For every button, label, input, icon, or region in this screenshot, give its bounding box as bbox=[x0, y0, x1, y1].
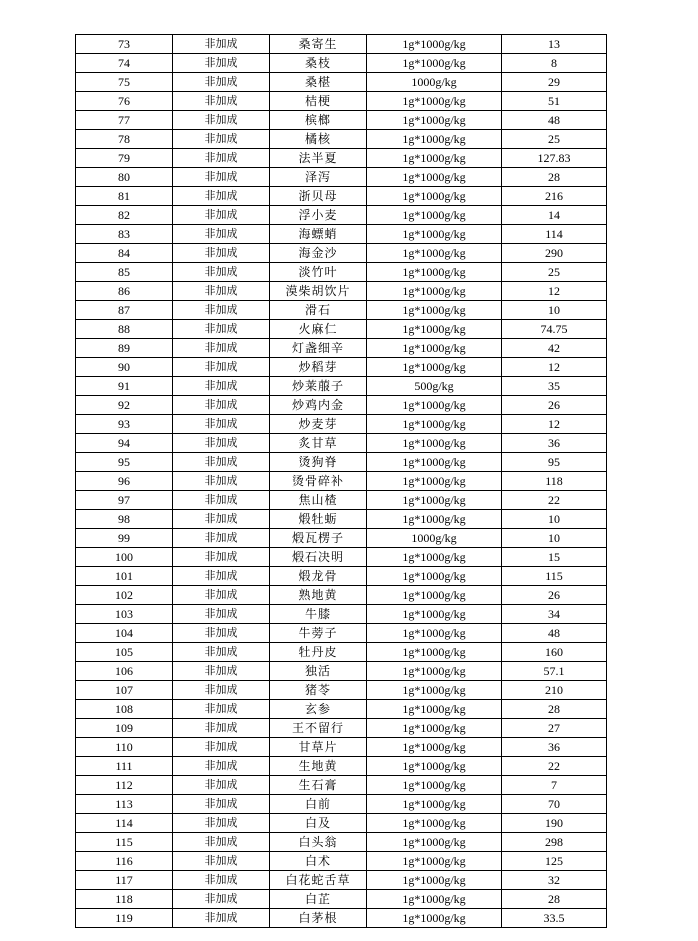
herb-name-cell: 牛蒡子 bbox=[270, 624, 367, 643]
herb-name-cell: 白及 bbox=[270, 814, 367, 833]
herb-name-cell: 桔梗 bbox=[270, 92, 367, 111]
herb-name-cell: 烫狗脊 bbox=[270, 453, 367, 472]
row-number-cell: 75 bbox=[76, 73, 173, 92]
specification-cell: 1g*1000g/kg bbox=[367, 605, 502, 624]
price-cell: 25 bbox=[502, 263, 607, 282]
row-number-cell: 114 bbox=[76, 814, 173, 833]
row-number-cell: 103 bbox=[76, 605, 173, 624]
price-cell: 8 bbox=[502, 54, 607, 73]
price-cell: 26 bbox=[502, 396, 607, 415]
table-row bbox=[76, 795, 607, 814]
row-number-cell: 89 bbox=[76, 339, 173, 358]
row-number-cell: 97 bbox=[76, 491, 173, 510]
herb-name-cell: 生地黄 bbox=[270, 757, 367, 776]
table-row bbox=[76, 890, 607, 909]
table-row bbox=[76, 396, 607, 415]
specification-cell: 1g*1000g/kg bbox=[367, 909, 502, 928]
category-cell: 非加成 bbox=[173, 472, 270, 491]
table-row bbox=[76, 909, 607, 928]
row-number-cell: 119 bbox=[76, 909, 173, 928]
category-cell: 非加成 bbox=[173, 567, 270, 586]
category-cell: 非加成 bbox=[173, 624, 270, 643]
herb-name-cell: 炒莱菔子 bbox=[270, 377, 367, 396]
row-number-cell: 118 bbox=[76, 890, 173, 909]
price-cell: 10 bbox=[502, 529, 607, 548]
price-cell: 33.5 bbox=[502, 909, 607, 928]
row-number-cell: 112 bbox=[76, 776, 173, 795]
price-cell: 95 bbox=[502, 453, 607, 472]
category-cell: 非加成 bbox=[173, 35, 270, 54]
category-cell: 非加成 bbox=[173, 282, 270, 301]
herb-name-cell: 白头翁 bbox=[270, 833, 367, 852]
table-row bbox=[76, 434, 607, 453]
row-number-cell: 91 bbox=[76, 377, 173, 396]
herb-name-cell: 白术 bbox=[270, 852, 367, 871]
category-cell: 非加成 bbox=[173, 434, 270, 453]
herb-name-cell: 独活 bbox=[270, 662, 367, 681]
category-cell: 非加成 bbox=[173, 377, 270, 396]
table-row bbox=[76, 719, 607, 738]
price-cell: 22 bbox=[502, 491, 607, 510]
row-number-cell: 87 bbox=[76, 301, 173, 320]
specification-cell: 1g*1000g/kg bbox=[367, 434, 502, 453]
category-cell: 非加成 bbox=[173, 339, 270, 358]
herb-name-cell: 炒麦芽 bbox=[270, 415, 367, 434]
row-number-cell: 73 bbox=[76, 35, 173, 54]
herb-name-cell: 白芷 bbox=[270, 890, 367, 909]
herb-name-cell: 漠柴胡饮片 bbox=[270, 282, 367, 301]
row-number-cell: 101 bbox=[76, 567, 173, 586]
herb-name-cell: 烫骨碎补 bbox=[270, 472, 367, 491]
specification-cell: 1g*1000g/kg bbox=[367, 643, 502, 662]
price-cell: 216 bbox=[502, 187, 607, 206]
row-number-cell: 100 bbox=[76, 548, 173, 567]
specification-cell: 1000g/kg bbox=[367, 73, 502, 92]
row-number-cell: 76 bbox=[76, 92, 173, 111]
document-page bbox=[75, 34, 606, 928]
row-number-cell: 108 bbox=[76, 700, 173, 719]
price-cell: 48 bbox=[502, 624, 607, 643]
category-cell: 非加成 bbox=[173, 168, 270, 187]
specification-cell: 1g*1000g/kg bbox=[367, 187, 502, 206]
specification-cell: 1g*1000g/kg bbox=[367, 453, 502, 472]
table-row bbox=[76, 529, 607, 548]
category-cell: 非加成 bbox=[173, 92, 270, 111]
price-cell: 74.75 bbox=[502, 320, 607, 339]
row-number-cell: 80 bbox=[76, 168, 173, 187]
herb-name-cell: 灯盏细辛 bbox=[270, 339, 367, 358]
table-row bbox=[76, 852, 607, 871]
category-cell: 非加成 bbox=[173, 529, 270, 548]
price-cell: 32 bbox=[502, 871, 607, 890]
category-cell: 非加成 bbox=[173, 244, 270, 263]
specification-cell: 1g*1000g/kg bbox=[367, 662, 502, 681]
category-cell: 非加成 bbox=[173, 814, 270, 833]
price-cell: 12 bbox=[502, 358, 607, 377]
table-row bbox=[76, 111, 607, 130]
category-cell: 非加成 bbox=[173, 833, 270, 852]
price-cell: 290 bbox=[502, 244, 607, 263]
table-row bbox=[76, 605, 607, 624]
row-number-cell: 79 bbox=[76, 149, 173, 168]
row-number-cell: 115 bbox=[76, 833, 173, 852]
category-cell: 非加成 bbox=[173, 776, 270, 795]
category-cell: 非加成 bbox=[173, 54, 270, 73]
table-row bbox=[76, 282, 607, 301]
row-number-cell: 74 bbox=[76, 54, 173, 73]
category-cell: 非加成 bbox=[173, 396, 270, 415]
herb-name-cell: 白茅根 bbox=[270, 909, 367, 928]
specification-cell: 1g*1000g/kg bbox=[367, 681, 502, 700]
price-cell: 127.83 bbox=[502, 149, 607, 168]
specification-cell: 1g*1000g/kg bbox=[367, 491, 502, 510]
price-cell: 125 bbox=[502, 852, 607, 871]
table-row bbox=[76, 624, 607, 643]
row-number-cell: 102 bbox=[76, 586, 173, 605]
specification-cell: 1g*1000g/kg bbox=[367, 149, 502, 168]
row-number-cell: 95 bbox=[76, 453, 173, 472]
table-row bbox=[76, 187, 607, 206]
row-number-cell: 84 bbox=[76, 244, 173, 263]
price-cell: 13 bbox=[502, 35, 607, 54]
table-row bbox=[76, 263, 607, 282]
herb-name-cell: 煅石决明 bbox=[270, 548, 367, 567]
table-row bbox=[76, 643, 607, 662]
specification-cell: 1g*1000g/kg bbox=[367, 624, 502, 643]
table-row bbox=[76, 757, 607, 776]
herb-name-cell: 煅瓦楞子 bbox=[270, 529, 367, 548]
row-number-cell: 90 bbox=[76, 358, 173, 377]
specification-cell: 1000g/kg bbox=[367, 529, 502, 548]
row-number-cell: 116 bbox=[76, 852, 173, 871]
herb-name-cell: 猪苓 bbox=[270, 681, 367, 700]
price-cell: 298 bbox=[502, 833, 607, 852]
specification-cell: 1g*1000g/kg bbox=[367, 54, 502, 73]
price-cell: 12 bbox=[502, 282, 607, 301]
table-row bbox=[76, 548, 607, 567]
herb-name-cell: 海螵蛸 bbox=[270, 225, 367, 244]
table-row bbox=[76, 339, 607, 358]
category-cell: 非加成 bbox=[173, 738, 270, 757]
category-cell: 非加成 bbox=[173, 890, 270, 909]
category-cell: 非加成 bbox=[173, 795, 270, 814]
herb-name-cell: 浙贝母 bbox=[270, 187, 367, 206]
category-cell: 非加成 bbox=[173, 320, 270, 339]
price-cell: 115 bbox=[502, 567, 607, 586]
table-row bbox=[76, 130, 607, 149]
specification-cell: 1g*1000g/kg bbox=[367, 757, 502, 776]
specification-cell: 1g*1000g/kg bbox=[367, 320, 502, 339]
specification-cell: 1g*1000g/kg bbox=[367, 92, 502, 111]
herb-name-cell: 熟地黄 bbox=[270, 586, 367, 605]
table-row bbox=[76, 681, 607, 700]
price-cell: 10 bbox=[502, 301, 607, 320]
specification-cell: 1g*1000g/kg bbox=[367, 35, 502, 54]
price-cell: 34 bbox=[502, 605, 607, 624]
herb-name-cell: 牛膝 bbox=[270, 605, 367, 624]
table-body bbox=[76, 35, 607, 928]
specification-cell: 1g*1000g/kg bbox=[367, 339, 502, 358]
herb-name-cell: 法半夏 bbox=[270, 149, 367, 168]
herb-name-cell: 炒稻芽 bbox=[270, 358, 367, 377]
table-row bbox=[76, 206, 607, 225]
specification-cell: 1g*1000g/kg bbox=[367, 833, 502, 852]
table-row bbox=[76, 738, 607, 757]
table-row bbox=[76, 301, 607, 320]
herb-name-cell: 泽泻 bbox=[270, 168, 367, 187]
herb-name-cell: 炒鸡内金 bbox=[270, 396, 367, 415]
row-number-cell: 81 bbox=[76, 187, 173, 206]
herb-name-cell: 王不留行 bbox=[270, 719, 367, 738]
category-cell: 非加成 bbox=[173, 73, 270, 92]
price-cell: 26 bbox=[502, 586, 607, 605]
table-row bbox=[76, 377, 607, 396]
price-cell: 70 bbox=[502, 795, 607, 814]
category-cell: 非加成 bbox=[173, 130, 270, 149]
category-cell: 非加成 bbox=[173, 453, 270, 472]
price-cell: 25 bbox=[502, 130, 607, 149]
price-cell: 36 bbox=[502, 738, 607, 757]
herb-name-cell: 炙甘草 bbox=[270, 434, 367, 453]
specification-cell: 1g*1000g/kg bbox=[367, 586, 502, 605]
price-cell: 14 bbox=[502, 206, 607, 225]
specification-cell: 1g*1000g/kg bbox=[367, 301, 502, 320]
specification-cell: 1g*1000g/kg bbox=[367, 206, 502, 225]
specification-cell: 1g*1000g/kg bbox=[367, 548, 502, 567]
category-cell: 非加成 bbox=[173, 263, 270, 282]
table-row bbox=[76, 776, 607, 795]
row-number-cell: 111 bbox=[76, 757, 173, 776]
row-number-cell: 104 bbox=[76, 624, 173, 643]
row-number-cell: 88 bbox=[76, 320, 173, 339]
category-cell: 非加成 bbox=[173, 548, 270, 567]
row-number-cell: 107 bbox=[76, 681, 173, 700]
price-cell: 210 bbox=[502, 681, 607, 700]
herb-name-cell: 火麻仁 bbox=[270, 320, 367, 339]
specification-cell: 1g*1000g/kg bbox=[367, 567, 502, 586]
row-number-cell: 106 bbox=[76, 662, 173, 681]
table-row bbox=[76, 54, 607, 73]
category-cell: 非加成 bbox=[173, 681, 270, 700]
specification-cell: 500g/kg bbox=[367, 377, 502, 396]
table-row bbox=[76, 567, 607, 586]
category-cell: 非加成 bbox=[173, 415, 270, 434]
table-row bbox=[76, 586, 607, 605]
price-cell: 27 bbox=[502, 719, 607, 738]
row-number-cell: 86 bbox=[76, 282, 173, 301]
table-row bbox=[76, 700, 607, 719]
table-row bbox=[76, 491, 607, 510]
specification-cell: 1g*1000g/kg bbox=[367, 263, 502, 282]
specification-cell: 1g*1000g/kg bbox=[367, 111, 502, 130]
table-row bbox=[76, 168, 607, 187]
category-cell: 非加成 bbox=[173, 871, 270, 890]
price-cell: 7 bbox=[502, 776, 607, 795]
price-cell: 57.1 bbox=[502, 662, 607, 681]
herb-name-cell: 槟榔 bbox=[270, 111, 367, 130]
row-number-cell: 113 bbox=[76, 795, 173, 814]
specification-cell: 1g*1000g/kg bbox=[367, 852, 502, 871]
row-number-cell: 117 bbox=[76, 871, 173, 890]
price-cell: 118 bbox=[502, 472, 607, 491]
price-cell: 42 bbox=[502, 339, 607, 358]
category-cell: 非加成 bbox=[173, 358, 270, 377]
table-row bbox=[76, 472, 607, 491]
row-number-cell: 110 bbox=[76, 738, 173, 757]
category-cell: 非加成 bbox=[173, 719, 270, 738]
herb-name-cell: 桑枝 bbox=[270, 54, 367, 73]
herb-name-cell: 煅牡蛎 bbox=[270, 510, 367, 529]
row-number-cell: 82 bbox=[76, 206, 173, 225]
specification-cell: 1g*1000g/kg bbox=[367, 719, 502, 738]
category-cell: 非加成 bbox=[173, 225, 270, 244]
category-cell: 非加成 bbox=[173, 605, 270, 624]
table-row bbox=[76, 225, 607, 244]
table-row bbox=[76, 510, 607, 529]
table-row bbox=[76, 149, 607, 168]
price-cell: 28 bbox=[502, 700, 607, 719]
row-number-cell: 78 bbox=[76, 130, 173, 149]
specification-cell: 1g*1000g/kg bbox=[367, 130, 502, 149]
category-cell: 非加成 bbox=[173, 643, 270, 662]
specification-cell: 1g*1000g/kg bbox=[367, 358, 502, 377]
category-cell: 非加成 bbox=[173, 301, 270, 320]
row-number-cell: 105 bbox=[76, 643, 173, 662]
row-number-cell: 83 bbox=[76, 225, 173, 244]
price-cell: 10 bbox=[502, 510, 607, 529]
price-cell: 22 bbox=[502, 757, 607, 776]
category-cell: 非加成 bbox=[173, 852, 270, 871]
specification-cell: 1g*1000g/kg bbox=[367, 871, 502, 890]
price-cell: 160 bbox=[502, 643, 607, 662]
price-cell: 15 bbox=[502, 548, 607, 567]
price-cell: 29 bbox=[502, 73, 607, 92]
price-cell: 190 bbox=[502, 814, 607, 833]
category-cell: 非加成 bbox=[173, 510, 270, 529]
herb-name-cell: 焦山楂 bbox=[270, 491, 367, 510]
specification-cell: 1g*1000g/kg bbox=[367, 244, 502, 263]
herb-name-cell: 白花蛇舌草 bbox=[270, 871, 367, 890]
herb-name-cell: 橘核 bbox=[270, 130, 367, 149]
table-row bbox=[76, 415, 607, 434]
specification-cell: 1g*1000g/kg bbox=[367, 282, 502, 301]
price-cell: 28 bbox=[502, 168, 607, 187]
herb-name-cell: 浮小麦 bbox=[270, 206, 367, 225]
specification-cell: 1g*1000g/kg bbox=[367, 795, 502, 814]
specification-cell: 1g*1000g/kg bbox=[367, 776, 502, 795]
category-cell: 非加成 bbox=[173, 586, 270, 605]
table-row bbox=[76, 92, 607, 111]
table-row bbox=[76, 871, 607, 890]
table-row bbox=[76, 73, 607, 92]
price-cell: 114 bbox=[502, 225, 607, 244]
row-number-cell: 99 bbox=[76, 529, 173, 548]
price-cell: 51 bbox=[502, 92, 607, 111]
category-cell: 非加成 bbox=[173, 662, 270, 681]
specification-cell: 1g*1000g/kg bbox=[367, 225, 502, 244]
herb-name-cell: 煅龙骨 bbox=[270, 567, 367, 586]
category-cell: 非加成 bbox=[173, 491, 270, 510]
table-row bbox=[76, 453, 607, 472]
category-cell: 非加成 bbox=[173, 700, 270, 719]
row-number-cell: 77 bbox=[76, 111, 173, 130]
herb-name-cell: 海金沙 bbox=[270, 244, 367, 263]
row-number-cell: 98 bbox=[76, 510, 173, 529]
herb-name-cell: 桑椹 bbox=[270, 73, 367, 92]
table-row bbox=[76, 244, 607, 263]
price-cell: 48 bbox=[502, 111, 607, 130]
category-cell: 非加成 bbox=[173, 111, 270, 130]
category-cell: 非加成 bbox=[173, 187, 270, 206]
specification-cell: 1g*1000g/kg bbox=[367, 890, 502, 909]
table-row bbox=[76, 358, 607, 377]
category-cell: 非加成 bbox=[173, 206, 270, 225]
table-row bbox=[76, 814, 607, 833]
table-row bbox=[76, 662, 607, 681]
specification-cell: 1g*1000g/kg bbox=[367, 168, 502, 187]
herb-name-cell: 滑石 bbox=[270, 301, 367, 320]
herb-name-cell: 甘草片 bbox=[270, 738, 367, 757]
row-number-cell: 94 bbox=[76, 434, 173, 453]
herb-price-table bbox=[75, 34, 607, 928]
herb-name-cell: 生石膏 bbox=[270, 776, 367, 795]
row-number-cell: 92 bbox=[76, 396, 173, 415]
specification-cell: 1g*1000g/kg bbox=[367, 814, 502, 833]
specification-cell: 1g*1000g/kg bbox=[367, 700, 502, 719]
herb-name-cell: 桑寄生 bbox=[270, 35, 367, 54]
price-cell: 12 bbox=[502, 415, 607, 434]
specification-cell: 1g*1000g/kg bbox=[367, 415, 502, 434]
specification-cell: 1g*1000g/kg bbox=[367, 396, 502, 415]
specification-cell: 1g*1000g/kg bbox=[367, 472, 502, 491]
table-row bbox=[76, 833, 607, 852]
price-cell: 35 bbox=[502, 377, 607, 396]
row-number-cell: 96 bbox=[76, 472, 173, 491]
price-cell: 36 bbox=[502, 434, 607, 453]
herb-name-cell: 玄参 bbox=[270, 700, 367, 719]
herb-name-cell: 白前 bbox=[270, 795, 367, 814]
category-cell: 非加成 bbox=[173, 149, 270, 168]
row-number-cell: 109 bbox=[76, 719, 173, 738]
table-row bbox=[76, 320, 607, 339]
herb-name-cell: 淡竹叶 bbox=[270, 263, 367, 282]
herb-name-cell: 牡丹皮 bbox=[270, 643, 367, 662]
table-row bbox=[76, 35, 607, 54]
row-number-cell: 85 bbox=[76, 263, 173, 282]
row-number-cell: 93 bbox=[76, 415, 173, 434]
specification-cell: 1g*1000g/kg bbox=[367, 510, 502, 529]
category-cell: 非加成 bbox=[173, 909, 270, 928]
price-cell: 28 bbox=[502, 890, 607, 909]
specification-cell: 1g*1000g/kg bbox=[367, 738, 502, 757]
category-cell: 非加成 bbox=[173, 757, 270, 776]
